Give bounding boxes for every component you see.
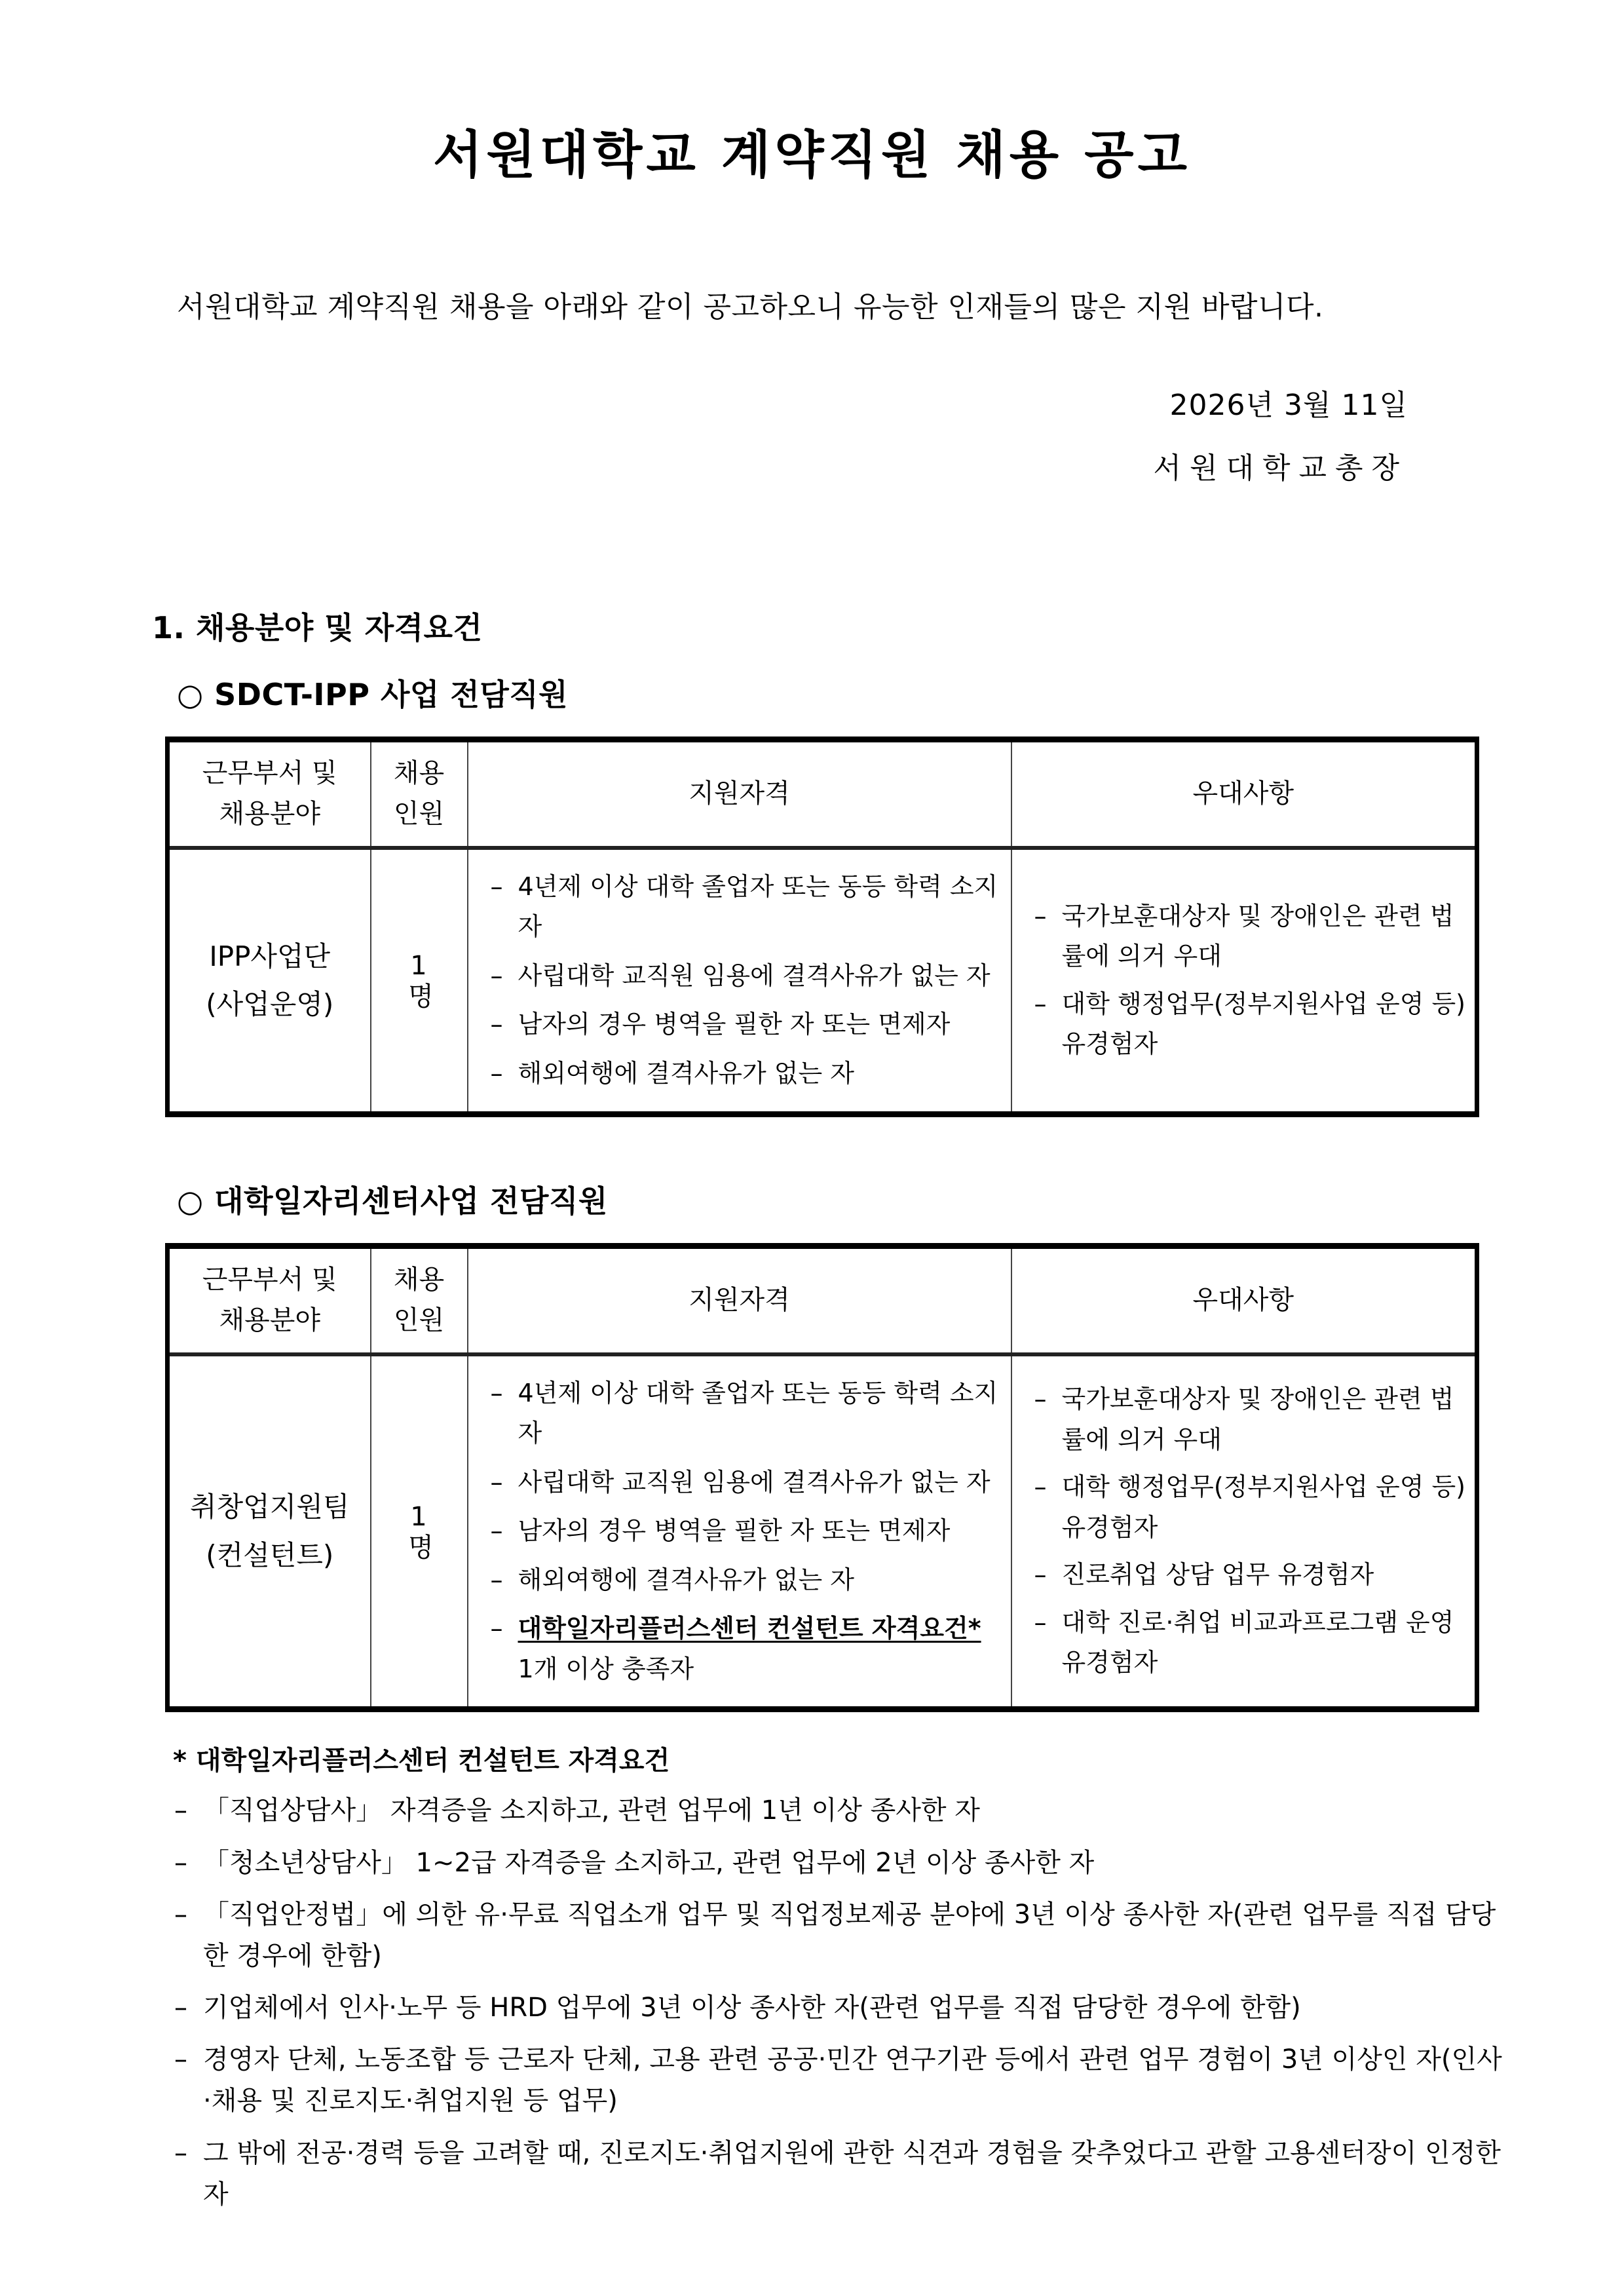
header-dept-line2: 채용분야 [219,798,321,829]
preference-list [1034,896,1466,1065]
table-wrapper-ipp [0,714,1624,1117]
cell-qualifications [468,849,1011,1114]
table-row [168,1355,1477,1710]
announcement-date: 2026년 3월 11일 [1169,388,1408,422]
list-item: – 진로취업 상담 업무 유경험자 [1034,1555,1466,1596]
cell-headcount [371,849,468,1114]
dept-name: IPP사업단 [209,940,331,972]
subsection-heading-ipp: ○ SDCT-IPP 사업 전담직원 [177,676,569,712]
header-dept-line1: 근무부서 및 [202,757,337,788]
header-dept [168,739,371,847]
header-qualification: 지원자격 [468,739,1011,847]
intro-paragraph: 서원대학교 계약직원 채용을 아래와 같이 공고하오니 유능한 인재들의 많은 지원 바랍니다. [177,290,1324,324]
header-count-line1: 채용 [393,757,445,788]
footnote-block [0,1712,1624,2215]
dept-role: (사업운영) [206,988,334,1021]
header-preference: 우대사항 [1011,1246,1477,1353]
footnote-list [165,1790,1506,2215]
section-1-heading: 1. 채용분야 및 자격요건 [152,609,483,645]
emphasized-qualification-rest: 1개 이상 충족자 [518,1654,694,1683]
table-row [168,849,1477,1114]
list-item: – 경영자 단체, 노동조합 등 근로자 단체, 고용 관련 공공·민간 연구기관 등에서 관련 업무 경험이 3년 이상인 자(인사·채용 및 진로지도·취업지원 등 업무) [165,2039,1506,2122]
list-item: – 「직업상담사」 자격증을 소지하고, 관련 업무에 1년 이상 종사한 자 [165,1790,1506,1831]
header-count-line2: 인원 [393,798,445,829]
list-item: – 「청소년상담사」 1~2급 자격증을 소지하고, 관련 업무에 2년 이상 종사한 자 [165,1843,1506,1884]
qualification-list [491,867,1002,1094]
signature-line: 서원대학교총장 [1153,451,1408,485]
footnote-title: * 대학일자리플러스센터 컨설턴트 자격요건 [173,1746,670,1776]
list-item: – 그 밖에 전공·경력 등을 고려할 때, 진로지도·취업지원에 관한 식견과 경험을 갖추었다고 관할 고용센터장이 인정한 자 [165,2133,1506,2215]
header-count-line1: 채용 [393,1264,445,1295]
table-header-row [168,739,1477,847]
list-item: – 해외여행에 결격사유가 없는 자 [491,1054,1002,1094]
header-qualification: 지원자격 [468,1246,1011,1353]
dept-name: 취창업지원팀 [190,1491,350,1523]
preference-list [1034,1379,1466,1683]
header-count [371,739,468,847]
list-item: – 사립대학 교직원 임용에 결격사유가 없는 자 [491,956,1002,997]
list-item: – 해외여행에 결격사유가 없는 자 [491,1560,1002,1601]
cell-headcount [371,1355,468,1710]
recruitment-table-ipp [165,737,1479,1117]
list-item: – 「직업안정법」에 의한 유·무료 직업소개 업무 및 직업정보제공 분야에 3년 이상 종사한 자(관련 업무를 직접 담당한 경우에 한함) [165,1894,1506,1977]
emphasized-qualification: 대학일자리플러스센터 컨설턴트 자격요건* [518,1614,981,1643]
header-dept [168,1246,371,1353]
list-item: – 대학 진로·취업 비교과프로그램 운영 유경험자 [1034,1603,1466,1683]
header-dept-line2: 채용분야 [219,1305,321,1335]
list-item-emphasized [491,1609,1002,1689]
list-item: – 남자의 경우 병역을 필한 자 또는 면제자 [491,1004,1002,1045]
list-item: – 국가보훈대상자 및 장애인은 관련 법률에 의거 우대 [1034,896,1466,977]
cell-preferences [1011,1355,1477,1710]
cell-qualifications [468,1355,1011,1710]
header-count [371,1246,468,1353]
qualification-list [491,1373,1002,1690]
list-item: – 사립대학 교직원 임용에 결격사유가 없는 자 [491,1463,1002,1503]
list-item: – 국가보훈대상자 및 장애인은 관련 법률에 의거 우대 [1034,1379,1466,1460]
list-item: – 기업체에서 인사·노무 등 HRD 업무에 3년 이상 종사한 자(관련 업무를 직접 담당한 경우에 한함) [165,1987,1506,2029]
subsection-heading-jobcenter: ○ 대학일자리센터사업 전담직원 [177,1183,608,1219]
list-item: – 대학 행정업무(정부지원사업 운영 등) 유경험자 [1034,984,1466,1065]
headcount-value: 1명 [404,1501,434,1561]
header-preference: 우대사항 [1011,739,1477,847]
table-wrapper-jobcenter [0,1221,1624,1713]
cell-preferences [1011,849,1477,1114]
recruitment-table-jobcenter [165,1243,1479,1713]
table-header-row [168,1246,1477,1353]
page-title: 서원대학교 계약직원 채용 공고 [433,126,1191,185]
header-dept-line1: 근무부서 및 [202,1264,337,1295]
list-item: – 남자의 경우 병역을 필한 자 또는 면제자 [491,1511,1002,1552]
dept-role: (컨설턴트) [206,1539,334,1571]
cell-department [168,1355,371,1710]
cell-department [168,849,371,1114]
headcount-value: 1명 [404,951,434,1010]
list-item: – 대학 행정업무(정부지원사업 운영 등) 유경험자 [1034,1467,1466,1548]
list-item: – 4년제 이상 대학 졸업자 또는 동등 학력 소지자 [491,867,1002,947]
header-count-line2: 인원 [393,1305,445,1335]
list-item: – 4년제 이상 대학 졸업자 또는 동등 학력 소지자 [491,1373,1002,1454]
